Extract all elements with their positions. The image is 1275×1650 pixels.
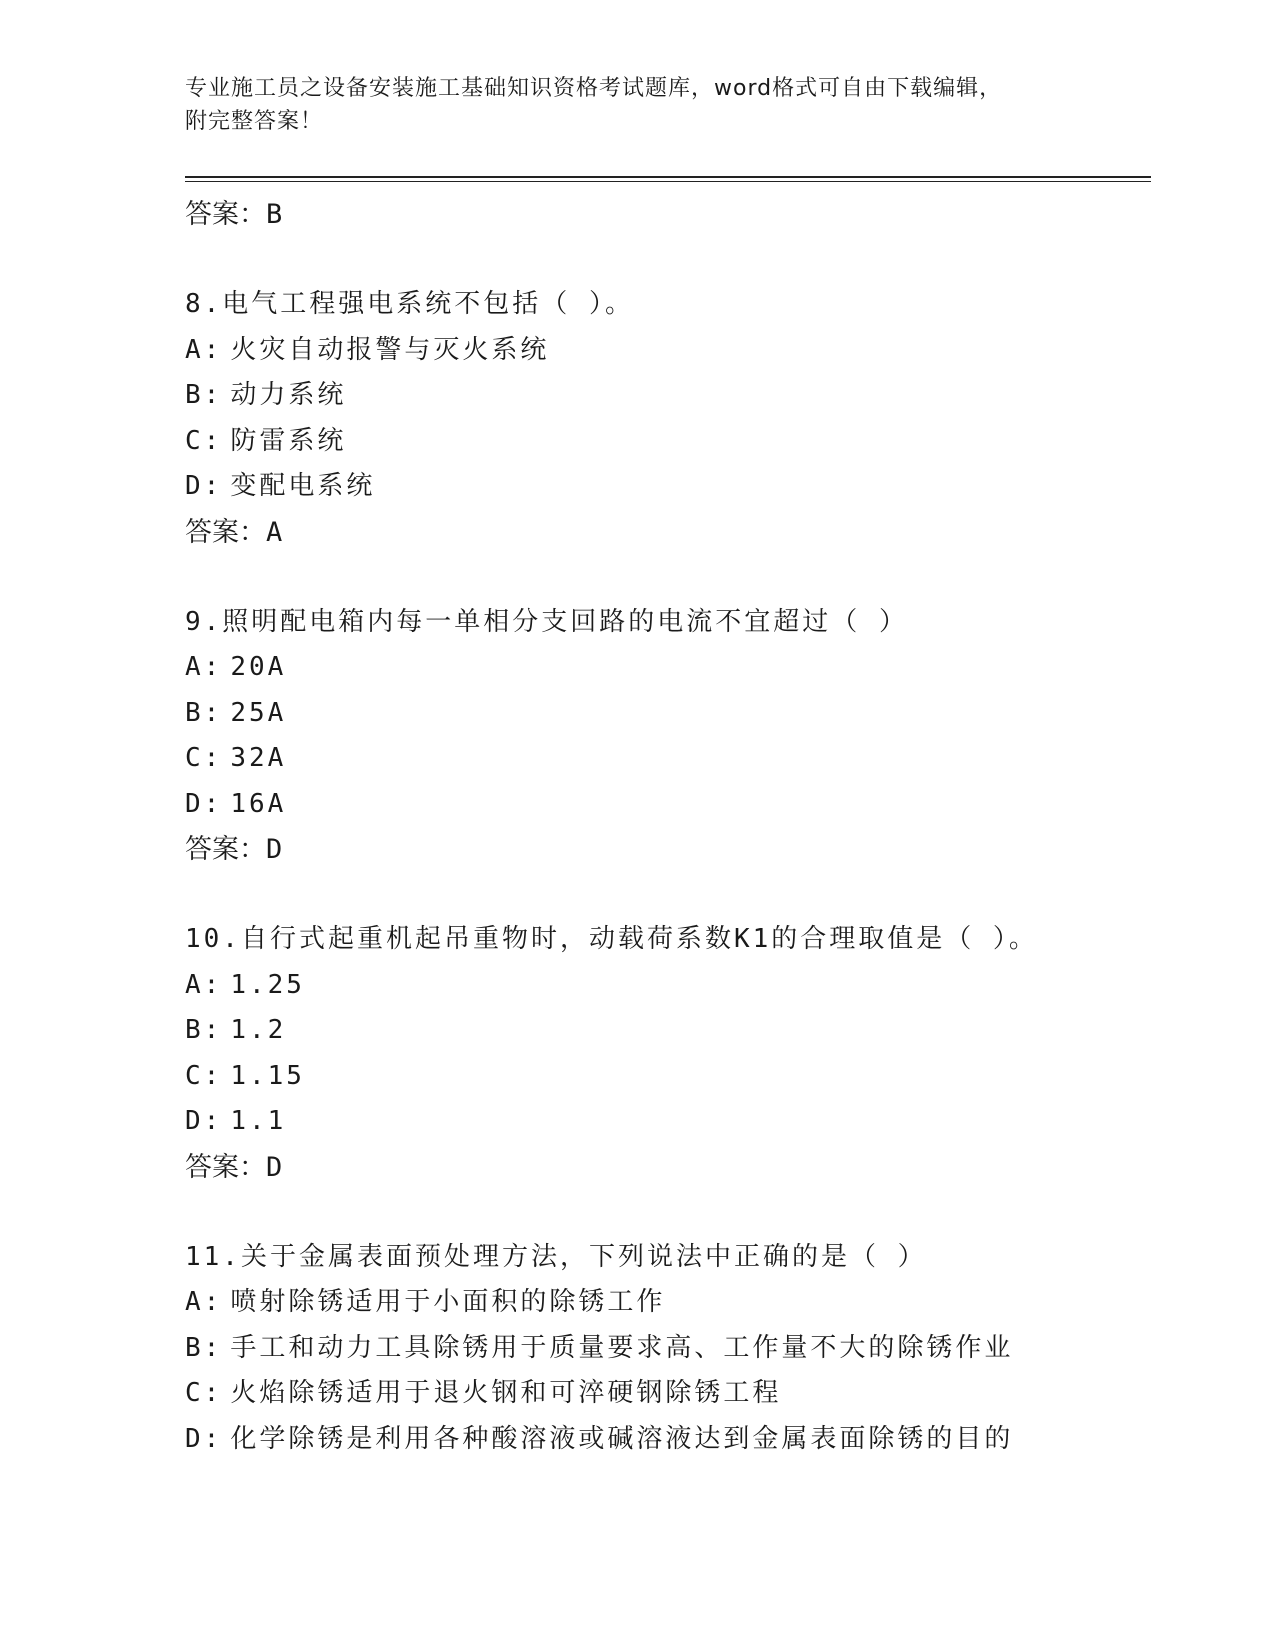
option-d: D: 变配电系统: [185, 471, 376, 501]
option-c: C: 防雷系统: [185, 425, 347, 456]
option-c: C: 1.15: [185, 1060, 305, 1091]
answer-value: D: [266, 834, 283, 865]
question-list: [185, 192, 1151, 1462]
header-divider-thin: [185, 181, 1151, 182]
option-d: D: 化学除锈是利用各种酸溶液或碱溶液达到金属表面除锈的目的: [185, 1423, 1014, 1454]
question-stem: 8.电气工程强电系统不包括（ ）。: [185, 289, 634, 319]
answer-value: A: [266, 516, 283, 548]
option-c: C: 32A: [185, 743, 287, 773]
answer-label: 答案：: [185, 199, 266, 230]
document-header: [185, 72, 1085, 138]
answer-label: 答案：: [185, 1151, 266, 1183]
question-block: [185, 600, 1151, 874]
answer-value: D: [266, 1151, 283, 1183]
answer-line: [185, 192, 1151, 238]
option-b: B: 手工和动力工具除锈用于质量要求高、工作量不大的除锈作业: [185, 1332, 1014, 1363]
option-a: A: 1.25: [185, 969, 305, 1000]
option-c: C: 火焰除锈适用于退火钢和可淬硬钢除锈工程: [185, 1378, 782, 1408]
answer-line: [185, 510, 1151, 556]
option-b: B: 动力系统: [185, 380, 347, 410]
question-block: [185, 917, 1151, 1191]
answer-line: [185, 1145, 1151, 1191]
option-b: B: 1.2: [185, 1015, 287, 1045]
option-a: A: 喷射除锈适用于小面积的除锈工作: [185, 1287, 666, 1317]
header-line-1: 专业施工员之设备安装施工基础知识资格考试题库，word格式可自由下载编辑，: [185, 76, 1003, 101]
answer-label: 答案：: [185, 516, 266, 548]
question-block: [185, 1235, 1151, 1463]
option-d: D: 16A: [185, 788, 287, 819]
answer-value: B: [266, 199, 283, 230]
header-divider-thick: [185, 176, 1151, 178]
question-stem: 9.照明配电箱内每一单相分支回路的电流不宜超过（ ）: [185, 606, 908, 637]
option-a: A: 20A: [185, 652, 287, 682]
option-a: A: 火灾自动报警与灭火系统: [185, 334, 550, 365]
question-stem: 10.自行式起重机起吊重物时，动载荷系数K1的合理取值是（ ）。: [185, 924, 1038, 954]
header-line-2: 附完整答案！: [185, 109, 324, 134]
question-block: [185, 282, 1151, 556]
answer-label: 答案：: [185, 834, 266, 865]
answer-line: [185, 827, 1151, 873]
option-d: D: 1.1: [185, 1106, 287, 1136]
option-b: B: 25A: [185, 697, 287, 728]
question-stem: 11.关于金属表面预处理方法，下列说法中正确的是（ ）: [185, 1241, 927, 1272]
